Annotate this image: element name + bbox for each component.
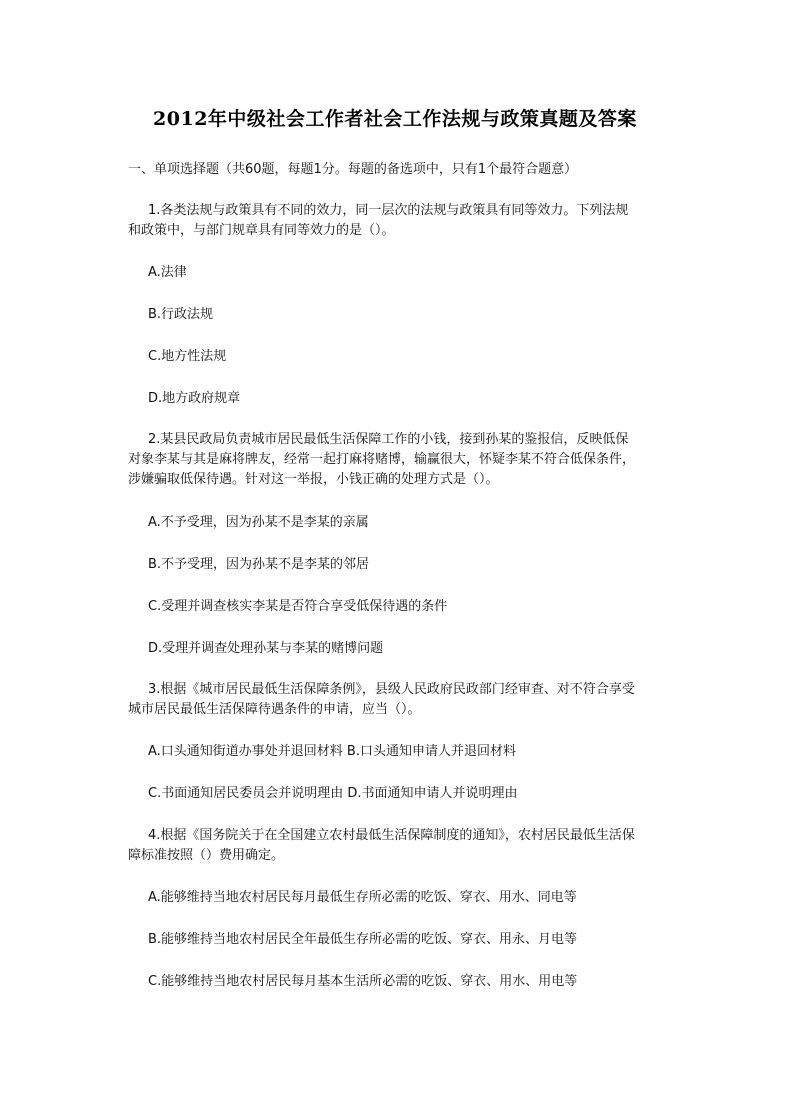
question-2-text: 2.某县民政局负责城市居民最低生活保障工作的小钱，接到孙某的鉴报信，反映低保 对象李某与其是麻将牌友，经常一起打麻将赌博，输赢很大，怀疑李某不符合低保条件， 涉嫌骗取低保待遇。针对这一举报，小钱正确的处理方式是（）。: [128, 432, 636, 487]
question-2-option-c: C.受理并调查核实李某是否符合享受低保待遇的条件: [148, 599, 448, 614]
question-2-option-a: A.不予受理，因为孙某不是李某的亲属: [148, 515, 369, 530]
document-title: 2012年中级社会工作者社会工作法规与政策真题及答案: [153, 108, 637, 130]
question-4-text: 4.根据《国务院关于在全国建立农村最低生活保障制度的通知》，农村居民最低生活保 障标准按照（）费用确定。: [128, 828, 635, 863]
question-4-option-b: B.能够维持当地农村居民全年最低生存所必需的吃饭、穿衣、用永、月电等: [148, 932, 578, 947]
question-3-options-ab: A.口头通知街道办事处并退回材料 B.口头通知申请人并退回材料: [148, 744, 516, 759]
question-1-text: 1.各类法规与政策具有不同的效力，同一层次的法规与政策具有同等效力。下列法规 和政策中，与部门规章具有同等效力的是（）。: [128, 203, 629, 238]
question-2-option-b: B.不予受理，因为孙某不是李某的邻居: [148, 557, 370, 572]
question-1-option-b: B.行政法规: [148, 307, 214, 322]
question-4-option-a: A.能够维持当地农村居民每月最低生存所必需的吃饭、穿衣、用水、同电等: [148, 890, 577, 905]
question-1-option-d: D.地方政府规章: [148, 391, 241, 406]
section-heading: 一、单项选择题（共60题，每题1分。每题的备选项中，只有1个最符合题意）: [128, 162, 578, 177]
question-2-option-d: D.受理并调查处理孙某与李某的赌博问题: [148, 641, 384, 656]
question-1-option-c: C.地方性法规: [148, 349, 227, 364]
question-1-option-a: A.法律: [148, 265, 187, 280]
question-3-text: 3.根据《城市居民最低生活保障条例》，县级人民政府民政部门经审查、对不符合享受 城市居民最低生活保障待遇条件的申请，应当（）。: [128, 682, 635, 717]
question-3-options-cd: C.书面通知居民委员会并说明理由 D.书面通知申请人并说明理由: [148, 786, 518, 801]
question-4-option-c: C.能够维持当地农村居民每月基本生活所必需的吃饭、穿衣、用水、用电等: [148, 974, 578, 989]
